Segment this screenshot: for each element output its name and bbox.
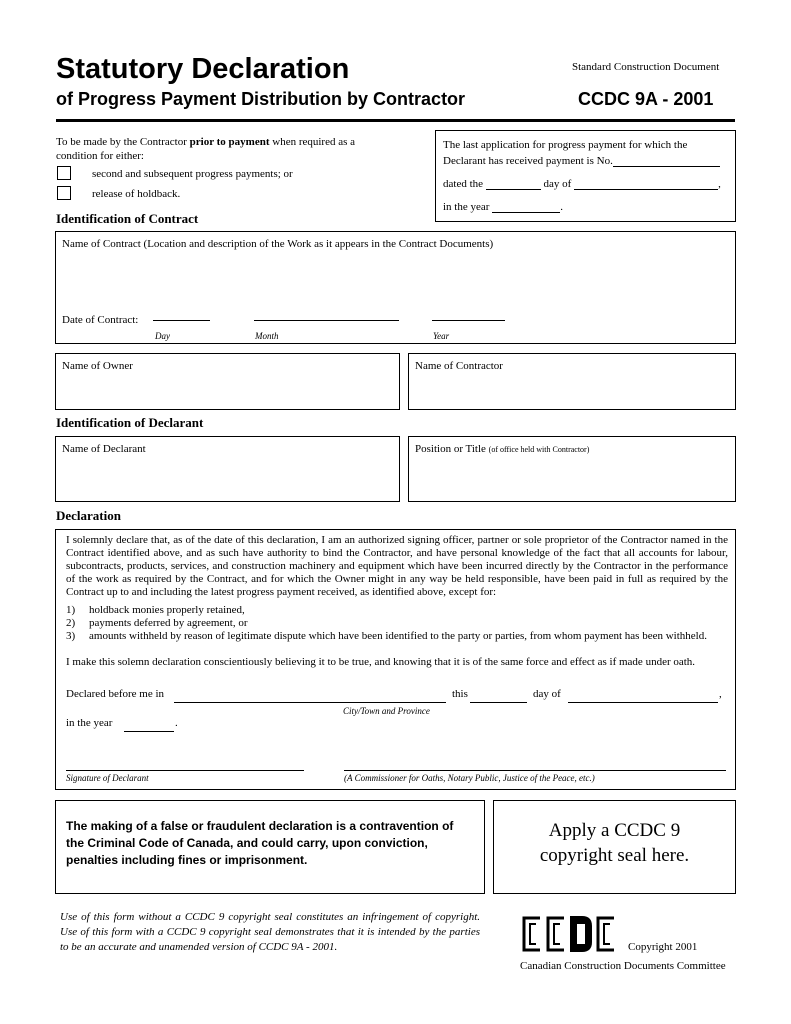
ccdc-logo-graphic	[520, 914, 616, 954]
commissioner-caption: (A Commissioner for Oaths, Notary Public, Justice of the Peace, etc.)	[344, 773, 595, 783]
declared-month-field[interactable]	[568, 690, 718, 703]
solemn-statement: I make this solemn declaration conscientiously believing it to be true, and knowing that it is of the same force and effect as if made under oath.	[66, 656, 696, 668]
intro-part-b: when required as a	[269, 136, 356, 148]
contract-month-caption: Month	[255, 331, 279, 341]
intro-part-a: To be made by the Contractor	[56, 136, 190, 148]
application-comma: ,	[718, 178, 721, 190]
exception-num-1: 1)	[66, 604, 76, 616]
exception-text-2: payments deferred by agreement, or	[89, 617, 248, 629]
owner-box[interactable]	[55, 353, 400, 410]
seal-line-2: copyright seal here.	[539, 845, 690, 866]
contract-box[interactable]	[55, 231, 736, 344]
application-month-field[interactable]	[574, 177, 718, 190]
exception-item-2	[66, 617, 728, 630]
copyright-seal-box	[493, 800, 736, 894]
copyright-notice: Use of this form without a CCDC 9 copyright seal constitutes an infringement of copyright. Use of this form with a CCDC 9 copyright seal demonstrates that it is intended by the parties to be an accurate and unamended version of CCDC 9A - 2001.	[60, 911, 480, 953]
contract-date-label: Date of Contract:	[62, 314, 139, 326]
owner-label: Name of Owner	[62, 360, 133, 372]
declared-city-field[interactable]	[174, 690, 446, 703]
checkbox-holdback-release[interactable]	[57, 186, 71, 200]
seal-instructions	[494, 818, 735, 868]
option-progress-payments: second and subsequent progress payments; or	[92, 168, 293, 180]
intro-text	[56, 135, 396, 163]
city-caption: City/Town and Province	[343, 706, 430, 716]
warning-box	[55, 800, 485, 894]
exception-text-3: amounts withheld by reason of legitimate dispute which have been identified to the party or parties, from whom payment has been withheld.	[89, 630, 707, 642]
commissioner-signature-field[interactable]	[344, 758, 726, 771]
page-title: Statutory Declaration	[56, 53, 350, 85]
declarant-position-note: (of office held with Contractor)	[488, 445, 590, 454]
contract-day-field[interactable]	[153, 320, 210, 321]
declared-day-of-label: day of	[533, 688, 561, 700]
contract-year-caption: Year	[433, 331, 450, 341]
declarant-name-label: Name of Declarant	[62, 443, 146, 455]
application-period: .	[560, 201, 563, 213]
intro-bold: prior to payment	[189, 136, 270, 148]
contract-month-field[interactable]	[254, 320, 399, 321]
exception-item-1	[66, 604, 728, 617]
contractor-label: Name of Contractor	[415, 360, 503, 372]
declarant-position-label: Position or Title	[415, 443, 486, 455]
declared-comma: ,	[719, 688, 722, 700]
application-line2: Declarant has received payment is No.	[443, 155, 613, 167]
declarant-name-box[interactable]	[55, 436, 400, 502]
declarant-signature-field[interactable]	[66, 758, 304, 771]
day-of-label: day of	[543, 178, 572, 190]
declared-this-label: this	[452, 688, 468, 700]
ccdc-logo	[520, 914, 616, 954]
contract-year-field[interactable]	[432, 320, 505, 321]
dated-the-label: dated the	[443, 178, 484, 190]
declared-year-period: .	[175, 717, 178, 729]
in-the-year-label: in the year	[443, 201, 490, 213]
application-line2-row	[443, 154, 720, 167]
declaration-heading: Declaration	[56, 508, 121, 523]
declarant-signature-caption: Signature of Declarant	[66, 773, 149, 783]
contract-name-label: Name of Contract (Location and description of the Work as it appears in the Contract Documents)	[62, 238, 494, 250]
declarant-position-box[interactable]	[408, 436, 736, 502]
declaration-box	[55, 529, 736, 790]
header-rule	[56, 119, 735, 122]
declared-day-field[interactable]	[470, 690, 527, 703]
committee-name: Canadian Construction Documents Committee	[520, 960, 726, 972]
option-holdback-release: release of holdback.	[92, 188, 181, 200]
document-code: CCDC 9A - 2001	[578, 89, 714, 109]
contractor-box[interactable]	[408, 353, 736, 410]
application-line1: The last application for progress payment for which the	[443, 139, 688, 151]
declaration-paragraph: I solemnly declare that, as of the date of this declaration, I am an authorized signing officer, partner or sole proprietor of the Contractor named in the Contract identified above, and as such have authority to bind the Contractor, and have personal knowledge of the fact that all accounts for labour, subcontracts, products, services, and construction machinery and equipment which have been incurred directly by the Contractor in the performance of the work as required by the Contract, and for which the Owner might in any way be held responsible, have been paid in full as required by the Contract up to and including the latest progress payment received, as identified above, except for:	[66, 534, 728, 598]
declarant-position-label-row	[415, 443, 589, 455]
page-subtitle: of Progress Payment Distribution by Contractor	[56, 89, 466, 109]
application-date-row	[443, 177, 721, 190]
checkbox-progress-payments[interactable]	[57, 166, 71, 180]
exception-text-1: holdback monies properly retained,	[89, 604, 245, 616]
contract-heading: Identification of Contract	[56, 211, 199, 226]
declarant-heading: Identification of Declarant	[56, 415, 204, 430]
application-year-row	[443, 200, 563, 213]
application-year-field[interactable]	[492, 200, 560, 213]
application-day-field[interactable]	[486, 177, 541, 190]
intro-part-c: condition for either:	[56, 150, 144, 162]
contract-day-caption: Day	[155, 331, 170, 341]
declared-year-label: in the year	[66, 717, 113, 729]
copyright-year: Copyright 2001	[628, 941, 698, 953]
exception-num-2: 2)	[66, 617, 76, 629]
declared-year-field[interactable]	[124, 719, 174, 732]
declared-before-label: Declared before me in	[66, 688, 165, 700]
warning-text: The making of a false or fraudulent declaration is a contravention of the Criminal Code of Canada, and could carry, upon conviction, penalties including fines or imprisonment.	[66, 819, 454, 867]
document-type: Standard Construction Document	[572, 61, 720, 73]
application-number-field[interactable]	[613, 154, 720, 167]
application-box	[435, 130, 736, 222]
exception-item-3	[66, 630, 728, 643]
application-text	[443, 135, 730, 155]
exception-num-3: 3)	[66, 630, 76, 642]
seal-line-1: Apply a CCDC 9	[548, 820, 681, 841]
